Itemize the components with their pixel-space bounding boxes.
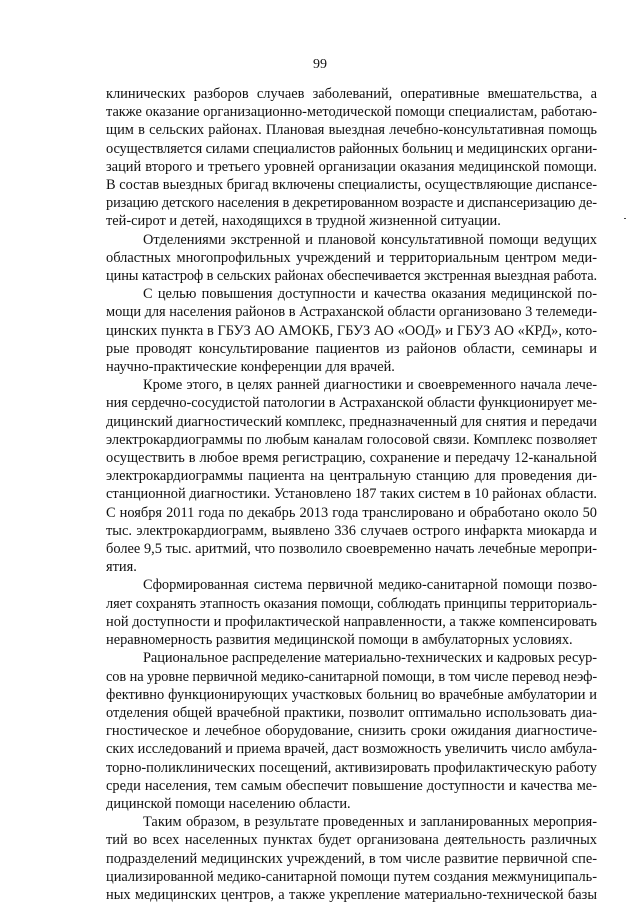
text-line: В состав выездных бригад включены специалисты, осуществляющие диспансе- bbox=[106, 177, 598, 194]
paragraph bbox=[106, 576, 597, 649]
text-line: ляет сохранять этапность оказания помощи, соблюдать принципы территориаль- bbox=[106, 595, 598, 612]
text-line: сов на уровне первичной медико-санитарной помощи, в том числе перевод неэф- bbox=[106, 668, 598, 685]
text-line: Рациональное распределение материально-технических и кадровых ресур- bbox=[143, 650, 597, 667]
text-line: С целью повышения доступности и качества оказания медицинской по- bbox=[143, 286, 597, 303]
text-line: торно-поликлинических посещений, активизировать профилактическую работу bbox=[106, 759, 597, 776]
text-line: гностическое и лечебное оборудование, снизить сроки ожидания диагностиче- bbox=[106, 723, 597, 740]
text-line: щим в сельских районах. Плановая выездная лечебно-консультативная помощь bbox=[106, 122, 597, 139]
text-line: тей-сирот и детей, находящихся в трудной жизненной ситуации. bbox=[106, 213, 501, 230]
text-line: Сформированная система первичной медико-санитарной помощи позво- bbox=[143, 577, 597, 594]
text-line: Таким образом, в результате проведенных и запланированных мероприя- bbox=[143, 814, 597, 831]
text-line: более 9,5 тыс. аритмий, что позволило своевременно начать лечебные меропри- bbox=[106, 541, 597, 558]
scan-speck bbox=[624, 218, 626, 219]
text-line: среди населения, тем самым обеспечит повышение доступности и качества ме- bbox=[106, 777, 597, 794]
text-line: С ноября 2011 года по декабрь 2013 года транслировано и обработано около 50 bbox=[106, 504, 597, 521]
text-line: дицинской помощи населению области. bbox=[106, 795, 351, 812]
text-line: ных медицинских центров, а также укрепление материально-технической базы bbox=[106, 886, 597, 903]
body-text bbox=[106, 85, 597, 904]
text-line: научно-практические конференции для врачей. bbox=[106, 359, 395, 376]
text-line: осуществить в любое время регистрацию, сохранение и передачу 12-канальной bbox=[106, 450, 597, 467]
text-line: тий во всех населенных пунктах будет организована деятельность различных bbox=[106, 832, 597, 849]
text-line: станционной диагностики. Установлено 187 таких систем в 10 районах области. bbox=[106, 486, 598, 503]
text-line: подразделений медицинских учреждений, в том числе развитие первичной спе- bbox=[106, 850, 597, 867]
text-line: фективно функционирующих участковых больниц во врачебные амбулатории и bbox=[106, 686, 597, 703]
text-line: Отделениями экстренной и плановой консультативной помощи ведущих bbox=[143, 231, 597, 248]
text-line: также оказание организационно-методической помощи специалистам, работаю- bbox=[106, 104, 597, 121]
text-line: ских исследований и приема врачей, даст возможность увеличить число амбула- bbox=[106, 741, 598, 758]
text-line: тыс. электрокардиограмм, выявлено 336 случаев острого инфаркта миокарда и bbox=[106, 522, 597, 539]
paragraph bbox=[106, 649, 597, 813]
text-line: областных многопрофильных учреждений и территориальным центром меди- bbox=[106, 249, 597, 266]
page-number: 99 bbox=[313, 57, 327, 72]
text-line: неравномерность развития медицинской помощи в амбулаторных условиях. bbox=[106, 632, 573, 649]
text-line: ризацию детского населения в декретированном возрасте и диспансеризацию де- bbox=[106, 195, 597, 212]
text-line: дицинский диагностический комплекс, предназначенный для снятия и передачи bbox=[106, 413, 597, 430]
text-line: Кроме этого, в целях ранней диагностики и своевременного начала лече- bbox=[143, 377, 597, 394]
paragraph bbox=[106, 285, 597, 376]
text-line: ной доступности и профилактической направленности, а также компенсировать bbox=[106, 613, 597, 630]
text-line: цинских пункта в ГБУЗ АО АМОКБ, ГБУЗ АО «ООД» и ГБУЗ АО «КРД», кото- bbox=[106, 322, 597, 339]
text-line: электрокардиограммы по любым каналам голосовой связи. Комплекс позволяет bbox=[106, 431, 597, 448]
text-line: мощи для населения районов в Астраханской области организовано 3 телемеди- bbox=[106, 304, 598, 321]
text-line: заций второго и третьего уровней организации оказания медицинской помощи. bbox=[106, 158, 597, 175]
paragraph bbox=[106, 376, 597, 576]
paragraph bbox=[106, 813, 597, 904]
text-line: клинических разборов случаев заболеваний, оперативные вмешательства, а bbox=[106, 86, 597, 102]
text-line: ятия. bbox=[106, 559, 137, 576]
paragraph bbox=[106, 85, 597, 231]
text-line: отделения общей врачебной практики, позволит оптимально использовать диа- bbox=[106, 704, 597, 721]
text-line: циализированной медико-санитарной помощи путем создания межмуниципаль- bbox=[106, 868, 598, 885]
paragraph bbox=[106, 231, 597, 286]
text-line: цины катастроф в сельских районах обеспечивается экстренная выездная работа. bbox=[106, 268, 598, 285]
text-line: ния сердечно-сосудистой патологии в Астраханской области функционирует ме- bbox=[106, 395, 597, 412]
text-line: рые проводят консультирование пациентов из районов области, семинары и bbox=[106, 340, 597, 357]
text-line: электрокардиограммы пациента на центральную станцию для проведения ди- bbox=[106, 468, 597, 485]
text-line: осуществляется силами специалистов районных больниц и медицинских органи- bbox=[106, 140, 597, 157]
